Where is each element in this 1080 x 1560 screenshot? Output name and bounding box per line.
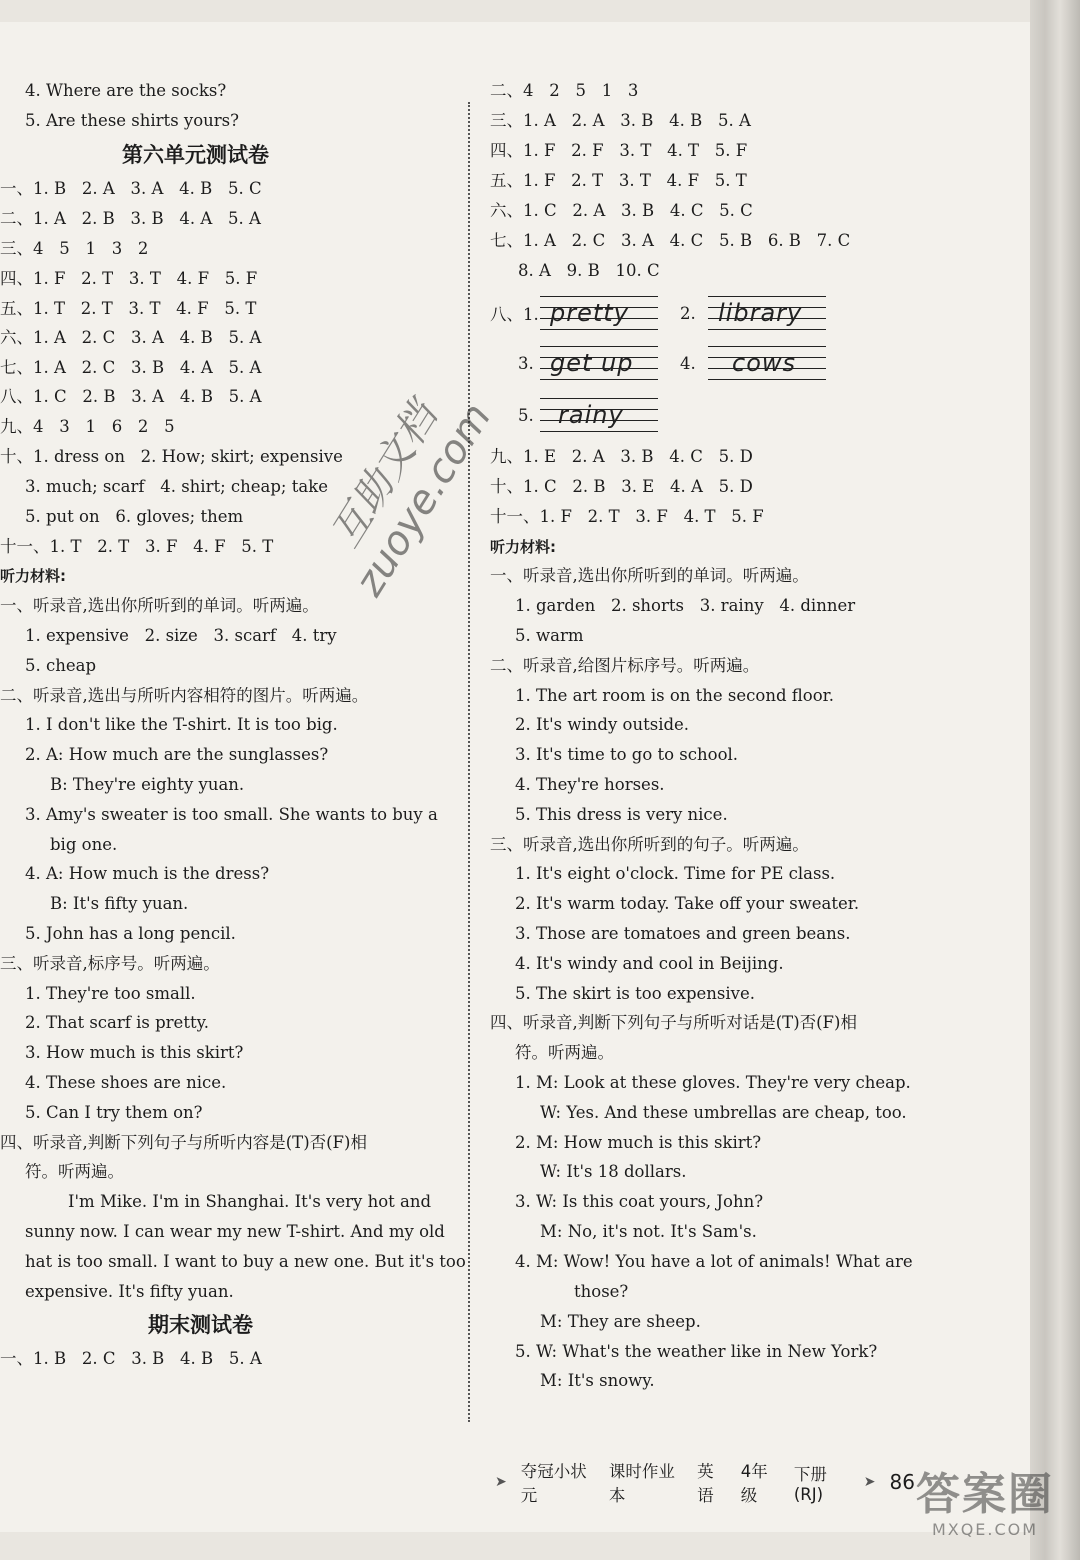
- text-line: 5. The skirt is too expensive.: [515, 984, 755, 1003]
- answer-line: 一、1. B 2. A 3. A 4. B 5. C: [0, 179, 262, 198]
- text-line: 3. Amy's sweater is too small. She wants to buy a: [25, 805, 438, 824]
- dialogue-line: W: It's 18 dollars.: [540, 1162, 687, 1181]
- watermark-stamp: [900, 1470, 1070, 1550]
- answer-line: 三、4 5 1 3 2: [0, 239, 149, 258]
- question-number: 八、1.: [490, 305, 539, 324]
- text-line: 3. It's time to go to school.: [515, 745, 739, 764]
- dialogue-line: 4. M: Wow! You have a lot of animals! What are: [515, 1252, 913, 1271]
- dialogue-line: 2. M: How much is this skirt?: [515, 1133, 762, 1152]
- dialogue-line: M: It's snowy.: [540, 1371, 655, 1390]
- answer-line: 四、1. F 2. F 3. T 4. T 5. F: [490, 141, 748, 160]
- dialogue-line: 5. W: What's the weather like in New York?: [515, 1342, 878, 1361]
- footer-book: 课时作业本: [608, 1462, 675, 1505]
- dialogue-line: M: They are sheep.: [540, 1312, 701, 1331]
- question-number: 3.: [518, 353, 534, 373]
- answer-line: 七、1. A 2. C 3. B 4. A 5. A: [0, 358, 262, 377]
- document-page: [0, 22, 1030, 1532]
- four-line-writing-box: [708, 346, 826, 380]
- text-line: 1. They're too small.: [25, 984, 196, 1003]
- footer-volume: 下册(RJ): [793, 1464, 827, 1504]
- text-line: 5. cheap: [25, 656, 97, 675]
- text-line: 2. It's windy outside.: [515, 715, 690, 734]
- text-line: 4. A: How much is the dress?: [25, 864, 270, 883]
- text-line: 5. This dress is very nice.: [515, 805, 728, 824]
- text-line: 1. I don't like the T-shirt. It is too big.: [25, 715, 338, 734]
- footer-grade: 4年级: [740, 1462, 768, 1505]
- watermark: 互助文档 zuoye.com: [322, 395, 501, 604]
- paragraph-line: sunny now. I can wear my new T-shirt. And my old: [25, 1222, 445, 1241]
- text-line: 2. That scarf is pretty.: [25, 1013, 209, 1032]
- four-line-writing-box: [708, 296, 826, 330]
- listening-material-label: 听力材料:: [490, 538, 556, 556]
- paragraph-line: hat is too small. I want to buy a new one. But it's too: [25, 1252, 466, 1271]
- handwritten-answer: pretty: [550, 299, 629, 327]
- answer-line: 七、1. A 2. C 3. A 4. C 5. B 6. B 7. C: [490, 231, 851, 250]
- four-line-writing-box: [540, 296, 658, 330]
- paragraph-line: expensive. It's fifty yuan.: [25, 1282, 234, 1301]
- text-line: 4. It's windy and cool in Beijing.: [515, 954, 784, 973]
- text-line: 4. They're horses.: [515, 775, 665, 794]
- footer-subject: 英语: [697, 1462, 714, 1505]
- answer-line: 八、1. C 2. B 3. A 4. B 5. A: [0, 387, 262, 406]
- text-line: 3. How much is this skirt?: [25, 1043, 244, 1062]
- question-number: 5.: [518, 405, 534, 425]
- page-number: 86: [889, 1470, 915, 1494]
- handwritten-answer: library: [718, 299, 803, 327]
- question-heading: 符。听两遍。: [515, 1043, 614, 1062]
- text-line: 2. A: How much are the sunglasses?: [25, 745, 329, 764]
- text-line: 1. garden 2. shorts 3. rainy 4. dinner: [515, 596, 856, 615]
- handwriting-row-1: [490, 296, 826, 330]
- answer-line: 5. put on 6. gloves; them: [25, 507, 244, 526]
- text-line: 5. Can I try them on?: [25, 1103, 203, 1122]
- question-heading: 二、听录音,给图片标序号。听两遍。: [490, 656, 760, 675]
- text-line: 5. John has a long pencil.: [25, 924, 236, 943]
- question-heading: 符。听两遍。: [25, 1162, 124, 1181]
- stamp-text: 答案圈: [916, 1469, 1054, 1520]
- text-line: B: It's fifty yuan.: [50, 894, 189, 913]
- text-line: 5. Are these shirts yours?: [25, 111, 239, 130]
- chevron-right-icon: ➤: [863, 1474, 876, 1490]
- question-heading: 四、听录音,判断下列句子与所听对话是(T)否(F)相: [490, 1013, 857, 1032]
- question-number: 4.: [680, 353, 696, 373]
- answer-line: 六、1. A 2. C 3. A 4. B 5. A: [0, 328, 262, 347]
- column-divider: [468, 102, 470, 1422]
- handwritten-answer: get up: [550, 349, 634, 377]
- text-line: 1. It's eight o'clock. Time for PE class.: [515, 864, 836, 883]
- answer-line: 三、1. A 2. A 3. B 4. B 5. A: [490, 111, 751, 130]
- question-heading: 四、听录音,判断下列句子与所听内容是(T)否(F)相: [0, 1133, 367, 1152]
- four-line-writing-box: [540, 346, 658, 380]
- page-footer: [495, 1462, 915, 1505]
- question-number: 2.: [680, 303, 696, 323]
- listening-material-label: 听力材料:: [0, 567, 66, 585]
- text-line: 4. Where are the socks?: [25, 81, 227, 100]
- answer-line: 十一、1. T 2. T 3. F 4. F 5. T: [0, 537, 274, 556]
- section-heading-unit6: 第六单元测试卷: [122, 143, 269, 167]
- page-edge-shadow: [1030, 0, 1080, 1560]
- answer-line: 8. A 9. B 10. C: [518, 261, 660, 280]
- answer-line: 一、1. B 2. C 3. B 4. B 5. A: [0, 1349, 262, 1368]
- four-line-writing-box: [540, 398, 658, 432]
- footer-brand: 夺冠小状元: [520, 1462, 587, 1505]
- text-line: 3. Those are tomatoes and green beans.: [515, 924, 851, 943]
- question-heading: 一、听录音,选出你所听到的单词。听两遍。: [490, 566, 809, 585]
- answer-line: 3. much; scarf 4. shirt; cheap; take: [25, 477, 328, 496]
- paragraph-line: I'm Mike. I'm in Shanghai. It's very hot and: [68, 1192, 432, 1211]
- answer-line: 五、1. F 2. T 3. T 4. F 5. T: [490, 171, 747, 190]
- chevron-right-icon: ➤: [495, 1474, 507, 1490]
- handwritten-answer: rainy: [558, 401, 624, 429]
- handwriting-row-3: [518, 398, 658, 432]
- answer-line: 六、1. C 2. A 3. B 4. C 5. C: [490, 201, 753, 220]
- text-line: B: They're eighty yuan.: [50, 775, 245, 794]
- answer-line: 二、1. A 2. B 3. B 4. A 5. A: [0, 209, 261, 228]
- answer-line: 十、1. dress on 2. How; skirt; expensive: [0, 447, 343, 466]
- dialogue-line: M: No, it's not. It's Sam's.: [540, 1222, 757, 1241]
- stamp-url: MXQE.COM: [931, 1520, 1039, 1539]
- answer-line: 五、1. T 2. T 3. T 4. F 5. T: [0, 299, 257, 318]
- answer-line: 十、1. C 2. B 3. E 4. A 5. D: [490, 477, 753, 496]
- text-line: 1. expensive 2. size 3. scarf 4. try: [25, 626, 337, 645]
- text-line: 5. warm: [515, 626, 584, 645]
- dialogue-line: those?: [574, 1282, 629, 1301]
- dialogue-line: 1. M: Look at these gloves. They're very cheap.: [515, 1073, 911, 1092]
- text-line: 4. These shoes are nice.: [25, 1073, 227, 1092]
- question-heading: 三、听录音,选出你所听到的句子。听两遍。: [490, 835, 809, 854]
- answer-line: 十一、1. F 2. T 3. F 4. T 5. F: [490, 507, 764, 526]
- section-heading-final: 期末测试卷: [148, 1313, 253, 1337]
- handwriting-row-2: [518, 346, 826, 380]
- answer-line: 九、1. E 2. A 3. B 4. C 5. D: [490, 447, 753, 466]
- answer-line: 二、4 2 5 1 3: [490, 81, 639, 100]
- question-heading: 三、听录音,标序号。听两遍。: [0, 954, 220, 973]
- answer-line: 九、4 3 1 6 2 5: [0, 417, 175, 436]
- text-line: 1. The art room is on the second floor.: [515, 686, 834, 705]
- handwritten-answer: cows: [732, 349, 797, 377]
- text-line: big one.: [50, 835, 118, 854]
- answer-line: 四、1. F 2. T 3. T 4. F 5. F: [0, 269, 258, 288]
- question-heading: 二、听录音,选出与所听内容相符的图片。听两遍。: [0, 686, 369, 705]
- dialogue-line: W: Yes. And these umbrellas are cheap, too.: [540, 1103, 907, 1122]
- text-line: 2. It's warm today. Take off your sweater.: [515, 894, 860, 913]
- dialogue-line: 3. W: Is this coat yours, John?: [515, 1192, 764, 1211]
- question-heading: 一、听录音,选出你所听到的单词。听两遍。: [0, 596, 319, 615]
